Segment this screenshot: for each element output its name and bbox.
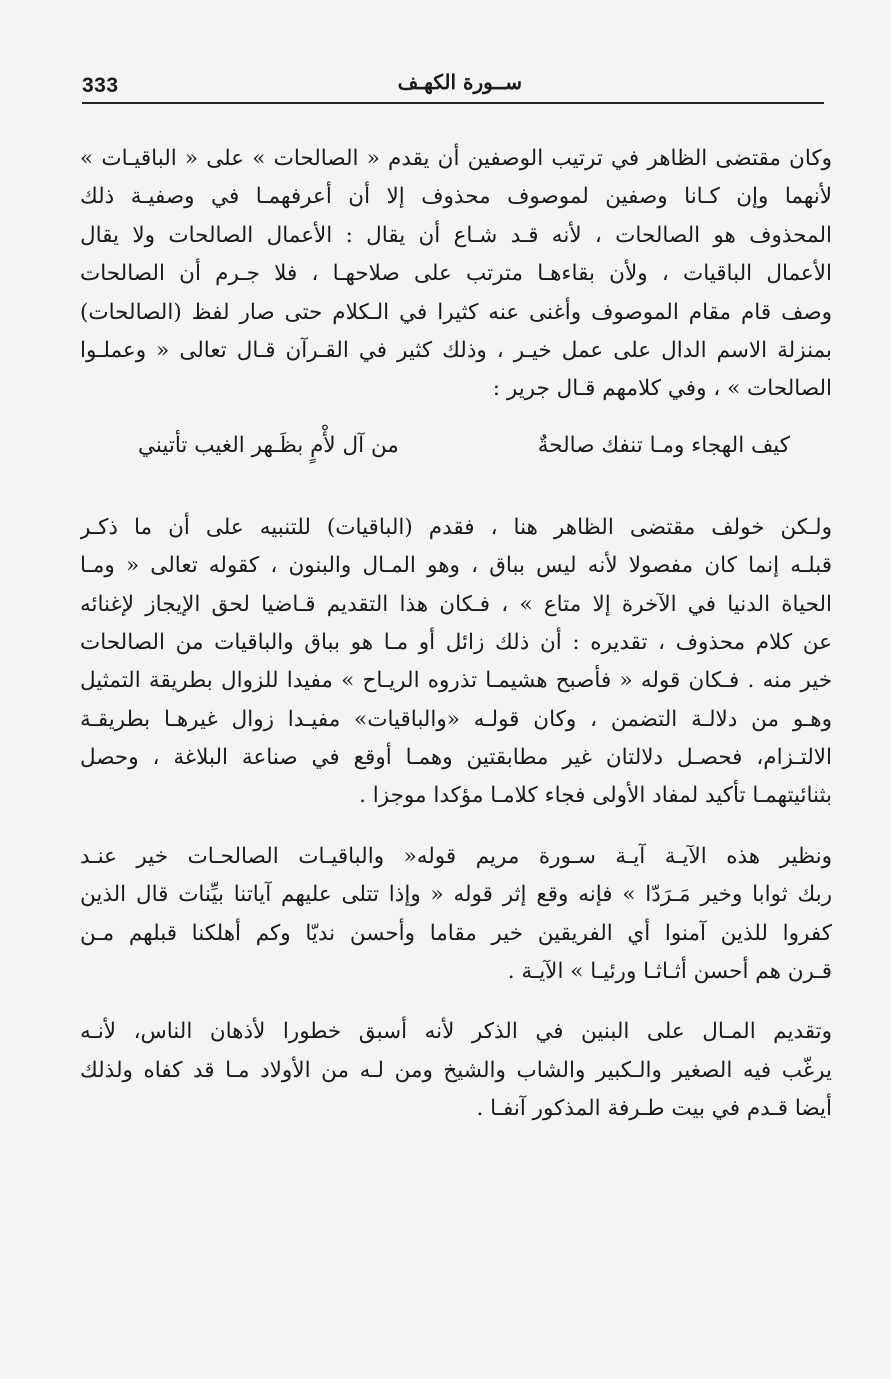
text-line: يرغّب فيه الصغير والـكبير والشاب والشيخ ومن لـه من الأولاد مـا قد كفاه ولذلك: [80, 1057, 832, 1083]
text-line: وصف قام مقام الموصوف وأغنى عنه كثيرا في الـكلام حتى صار لفظ (الصالحات): [80, 299, 832, 325]
text-line: خير منه . فـكان قوله « فأصبح هشيمـا تذروه الريـاح » مفيدا للزوال بطريقة التمثيل: [80, 668, 832, 694]
text-line: وهـو من دلالـة التضمن ، وكان قولـه «والباقيات» مفيـدا زوال غيرهـا بطريقـة: [80, 706, 832, 732]
text-line: الالتـزام، فحصـل دلالتان غير مطابقتين وهمـا أوقع في صناعة البلاغة ، وحصل: [80, 745, 832, 771]
text-line: الصالحات » ، وفي كلامهم قـال جرير :: [492, 376, 832, 402]
text-line: كفروا للذين آمنوا أي الفريقين خير مقاما وأحسن نديّا وكم أهلكنا قبلهم مـن: [80, 920, 832, 946]
text-line: عن كلام محذوف ، تقديره : أن ذلك زائل أو مـا هو بباق والباقيات من الصالحات: [80, 629, 832, 655]
text-line: ولـكن خولف مقتضى الظاهر هنا ، فقدم (الباقيات) للتنبيه على أن ما ذكـر: [80, 514, 832, 540]
text-line: ربك ثوابا وخير مَـرَدّا » فإنه وقع إثر قوله « وإذا تتلى عليهم آياتنا بيِّنات قال الذين: [80, 882, 832, 908]
verse-first-hemistich: كيف الهجاء ومـا تنفك صالحةٌ: [537, 432, 790, 458]
body-text: [80, 140, 832, 1129]
text-line: ونظير هذه الآيـة آيـة سـورة مريم قوله« والباقيـات الصالحـات خير عنـد: [80, 843, 832, 869]
text-line: قبلـه إنما كان مفصولا لأنه ليس بباق ، وهو المـال والبنون ، كقوله تعالى « ومـا: [80, 553, 832, 579]
text-line: قـرن هم أحسن أثـاثـا ورئيـا » الآيـة .: [507, 959, 832, 985]
text-line: بثنائيتهمـا تأكيد لمفاد الأولى فجاء كلامـا مؤكدا موجزا .: [359, 783, 832, 809]
paragraph: [80, 509, 832, 816]
poetry-verse: [80, 433, 832, 497]
text-line: وكان مقتضى الظاهر في ترتيب الوصفين أن يقدم « الصالحات » على « الباقيـات »: [80, 146, 832, 171]
page-number: 333: [82, 74, 119, 97]
text-line: لأنهما وإن كـانا وصفين لموصوف محذوف إلا أن أعرفهمـا في وصفيـة ذلك: [80, 184, 832, 210]
text-line: الأعمال الباقيات ، ولأن بقاءهـا مترتب على صلاحهـا ، فلا جـرم أن الصالحات: [80, 261, 832, 287]
text-line: المحذوف هو الصالحات ، لأنه قـد شـاع أن يقال : الأعمال الصالحات ولا يقال: [80, 222, 832, 248]
text-line: الحياة الدنيا في الآخرة إلا متاع » ، فـكان هذا التقديم قـاضيا لحق الإيجاز لإغنائه: [80, 591, 832, 617]
verse-second-hemistich: من آل لأْمٍ بظَـهر الغيب تأتيني: [138, 432, 399, 458]
text-line: بمنزلة الاسم الدال على عمل خيـر ، وذلك كثير في القـرآن قـال تعالى « وعملـوا: [80, 337, 832, 363]
paragraph-spacer: [80, 991, 832, 1013]
paragraph: [80, 838, 832, 992]
paragraph-spacer: [80, 816, 832, 838]
paragraph: [80, 140, 832, 409]
text-line: وتقديم المـال على البنين في الذكر لأنه أسبق خطورا لأذهان الناس، لأنـه: [80, 1019, 832, 1045]
text-line: أيضا قـدم في بيت طـرفة المذكور آنفـا .: [476, 1096, 832, 1122]
surah-title: ســورة الكهـف: [397, 70, 522, 94]
paragraph: [80, 1013, 832, 1128]
running-header: [82, 68, 824, 104]
